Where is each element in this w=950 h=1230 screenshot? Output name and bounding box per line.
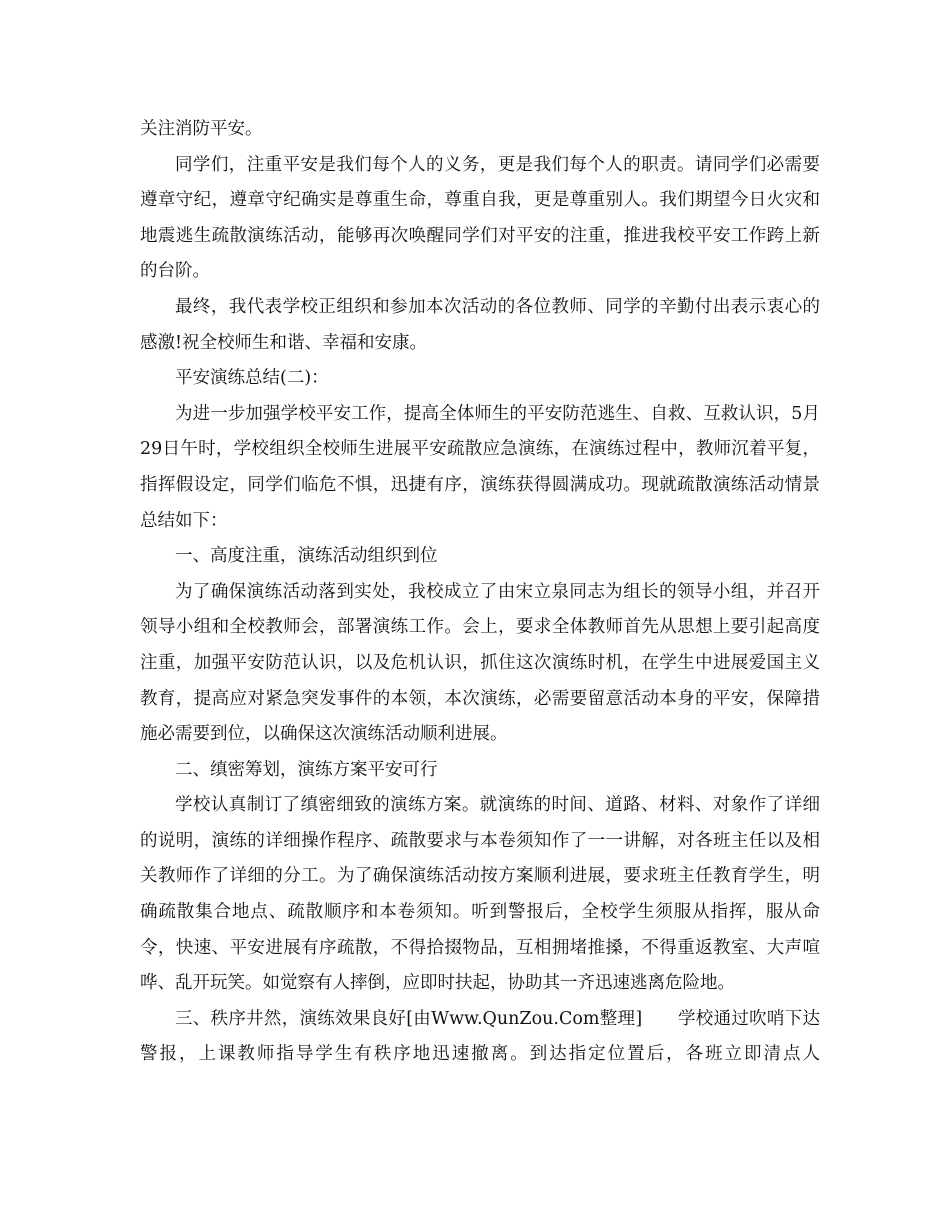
paragraph-drill-overview: 为进一步加强学校平安工作，提高全体师生的平安防范逃生、自救、互救认识，5月29日午时，学校组织全校师生进展平安疏散应急演练，在演练过程中，教师沉着平复，指挥假设定，同学们临危不惧，迅捷有序，演练获得圆满成功。现就疏散演练活动情景总结如下： <box>140 403 820 531</box>
paragraph-fire-safety-end: 关注消防平安。 <box>140 119 263 139</box>
paragraph-safety-duty: 同学们，注重平安是我们每个人的义务，更是我们每个人的职责。请同学们必需要遵章守纪，遵章守纪确实是尊重生命，尊重自我，更是尊重别人。我们期望今日火灾和地震逃生疏散演练活动，能够再次唤醒同学们对平安的注重，推进我校平安工作跨上新的台阶。 <box>140 154 820 282</box>
paragraph-organization: 为了确保演练活动落到实处，我校成立了由宋立泉同志为组长的领导小组，并召开领导小组和全校教师会，部署演练工作。会上，要求全体教师首先从思想上要引起高度注重，加强平安防范认识，以及危机认识，抓住这次演练时机，在学生中进展爱国主义教育，提高应对紧急突发事件的本领，本次演练，必需要留意活动本身的平安，保障措施必需要到位，以确保这次演练活动顺利进展。 <box>140 581 820 745</box>
paragraph-plan: 学校认真制订了缜密细致的演练方案。就演练的时间、道路、材料、对象作了详细的说明，演练的详细操作程序、疏散要求与本卷须知作了一一讲解，对各班主任以及相关教师作了详细的分工。为了确保演练活动按方案顺利进展，要求班主任教育学生，明确疏散集合地点、疏散顺序和本卷须知。听到警报后，全校学生须服从指挥，服从命令，快速、平安进展有序疏散，不得拾掇物品，互相拥堵推搡，不得重返教室、大声喧哗、乱开玩笑。如觉察有人摔倒，应即时扶起，协助其一齐迅速逃离危险地。 <box>140 795 820 994</box>
paragraph-part-3: 三、秩序井然，演练效果良好[由Www.QunZou.Com整理] 学校通过吹哨下达警报，上课教师指导学生有秩序地迅速撤离。到达指定位置后，各班立即清点人 <box>140 1008 820 1065</box>
document-body <box>140 112 820 1073</box>
heading-part-1: 一、高度注重，演练活动组织到位 <box>175 546 438 567</box>
heading-part-2: 二、缜密筹划，演练方案平安可行 <box>175 759 438 780</box>
paragraph-thanks: 最终，我代表学校正组织和参加本次活动的各位教师、同学的辛勤付出表示衷心的感激!祝全校师生和谐、幸福和安康。 <box>140 296 820 353</box>
section-title-drill-summary-2: 平安演练总结(二)： <box>175 368 329 389</box>
